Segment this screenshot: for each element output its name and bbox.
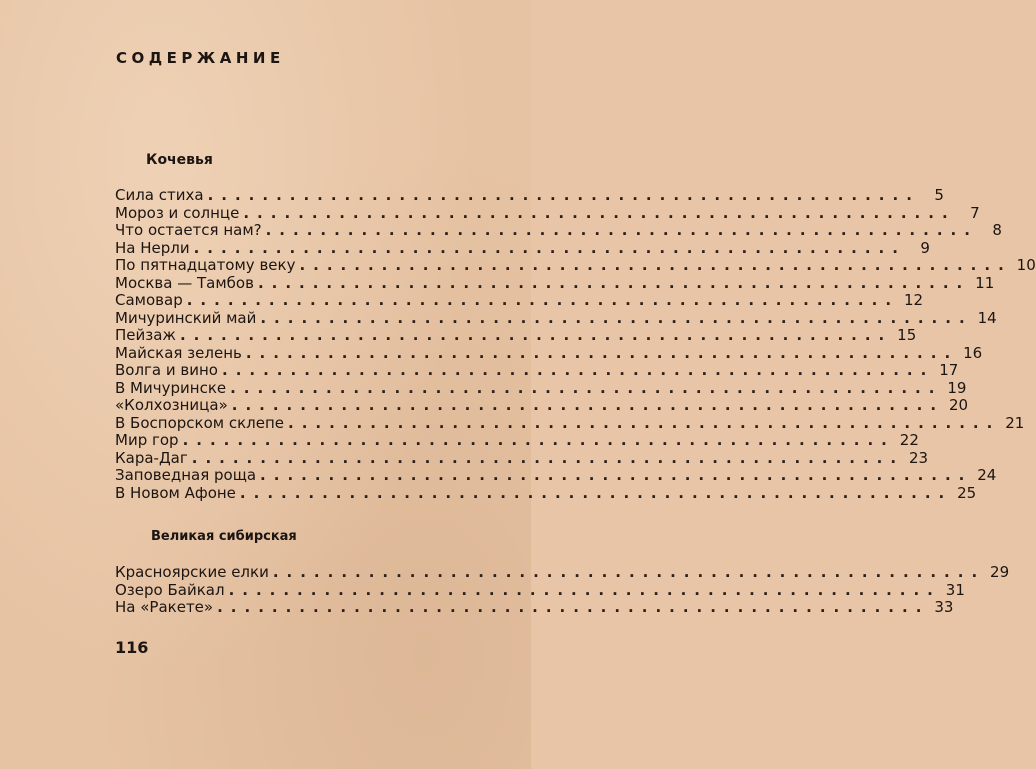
toc-entry-title: Майская зелень: [115, 343, 242, 362]
toc-entry-title: В Новом Афоне: [115, 483, 236, 502]
toc-entry-page: 33: [934, 598, 954, 616]
toc-entry-page: 25: [957, 483, 977, 502]
toc-entry: [115, 273, 995, 293]
toc-leader-dots: ....................................................: [179, 326, 893, 344]
toc-leader-dots: ....................................................: [191, 448, 905, 467]
toc-entry-title: Кара-Даг: [115, 448, 188, 467]
toc-leader-dots: ....................................................: [272, 563, 986, 581]
toc-leader-dots: ....................................................: [231, 396, 945, 414]
toc-entry: [115, 361, 959, 380]
toc-entry-title: Мичуринский май: [115, 308, 257, 327]
toc-entry: [115, 466, 997, 485]
toc-entry: [115, 343, 983, 363]
toc-entry-page: 21: [1005, 413, 1025, 432]
toc-leader-dots: ....................................................: [245, 343, 959, 362]
toc-entry: [115, 563, 1010, 582]
toc-entry: [115, 203, 980, 223]
toc-entry: [115, 221, 1002, 240]
toc-entry-title: Красноярские елки: [115, 563, 269, 581]
toc-entry-title: Волга и вино: [115, 361, 218, 379]
toc-entry-title: Пейзаж: [115, 326, 176, 344]
toc-entry-page: 20: [948, 396, 969, 414]
toc-leader-dots: ....................................................: [299, 256, 1012, 274]
toc-entry-page: 16: [963, 343, 983, 362]
toc-entry-title: На «Ракете»: [115, 598, 214, 616]
toc-entry: [115, 308, 997, 328]
toc-leader-dots: ....................................................: [207, 186, 920, 204]
toc-leader-dots: ....................................................: [243, 203, 956, 222]
toc-leader-dots: ....................................................: [239, 483, 953, 502]
toc-entry: [115, 378, 967, 398]
toc-entry: [115, 448, 929, 468]
toc-entry-title: «Колхозница»: [115, 396, 228, 414]
toc-entry: [115, 598, 954, 617]
toc-entry-title: В Мичуринске: [115, 378, 227, 397]
toc-entry: [115, 483, 977, 503]
toc-entry: [115, 238, 930, 258]
toc-entry-title: Самовар: [115, 291, 183, 309]
toc-leader-dots: ....................................................: [222, 361, 935, 379]
toc-leader-dots: ....................................................: [257, 273, 971, 292]
toc-entry-title: В Боспорском склепе: [115, 413, 285, 432]
toc-leader-dots: ....................................................: [230, 378, 943, 397]
toc-leader-dots: ....................................................: [260, 308, 973, 327]
toc-entry-page: 22: [899, 431, 919, 449]
toc-entry-page: 29: [990, 563, 1010, 581]
toc-leader-dots: ....................................................: [186, 291, 900, 309]
toc-entry-page: 5: [934, 186, 944, 204]
toc-entry: [115, 256, 1036, 275]
toc-leader-dots: ....................................................: [217, 598, 930, 616]
toc-entry-page: 24: [977, 466, 997, 484]
toc-entry-title: Заповедная роща: [115, 466, 257, 484]
toc-entry-title: Мир гор: [115, 431, 179, 449]
section-title: Кочевья: [146, 152, 213, 168]
toc-entry-page: 17: [939, 361, 959, 379]
toc-entry: [115, 396, 969, 415]
toc-entry-title: На Нерли: [115, 238, 190, 257]
toc-entry: [115, 413, 1025, 433]
toc-entry-page: 12: [903, 291, 924, 309]
toc-entry-page: 9: [920, 238, 930, 257]
toc-entry-page: 23: [908, 448, 929, 467]
toc-entry: [115, 326, 917, 345]
toc-entry-page: 15: [897, 326, 917, 344]
toc-leader-dots: ....................................................: [288, 413, 1001, 432]
toc-entry-title: Сила стиха: [115, 186, 204, 204]
section-title: Великая сибирская: [151, 529, 297, 544]
toc-entry-page: 8: [992, 221, 1002, 239]
toc-entry: [115, 291, 924, 310]
toc-entry-page: 19: [947, 378, 967, 397]
toc-entry-page: 31: [945, 580, 965, 599]
toc-entry-title: По пятнадцатому веку: [115, 256, 296, 274]
toc-leader-dots: ....................................................: [260, 466, 973, 484]
toc-entry: [115, 431, 919, 450]
toc-entry-page: 10: [1016, 256, 1036, 274]
toc-entry-page: 7: [970, 203, 980, 222]
toc-entry-page: 11: [975, 273, 995, 292]
toc-entry: [115, 580, 965, 600]
toc-leader-dots: ....................................................: [228, 580, 941, 599]
toc-entry-title: Мороз и солнце: [115, 203, 240, 222]
toc-entry-title: Озеро Байкал: [115, 580, 225, 599]
toc-entry-title: Москва — Тамбов: [115, 273, 254, 292]
page-heading: СОДЕРЖАНИЕ: [116, 49, 285, 67]
page-number: 116: [115, 638, 149, 657]
toc-entry: [115, 186, 944, 205]
toc-list: [115, 563, 1010, 617]
toc-entry-title: Что остается нам?: [115, 221, 262, 239]
toc-leader-dots: ....................................................: [182, 431, 895, 449]
toc-leader-dots: ....................................................: [193, 238, 906, 257]
toc-leader-dots: ....................................................: [265, 221, 978, 239]
toc-list: [115, 186, 1036, 502]
toc-entry-page: 14: [977, 308, 997, 327]
